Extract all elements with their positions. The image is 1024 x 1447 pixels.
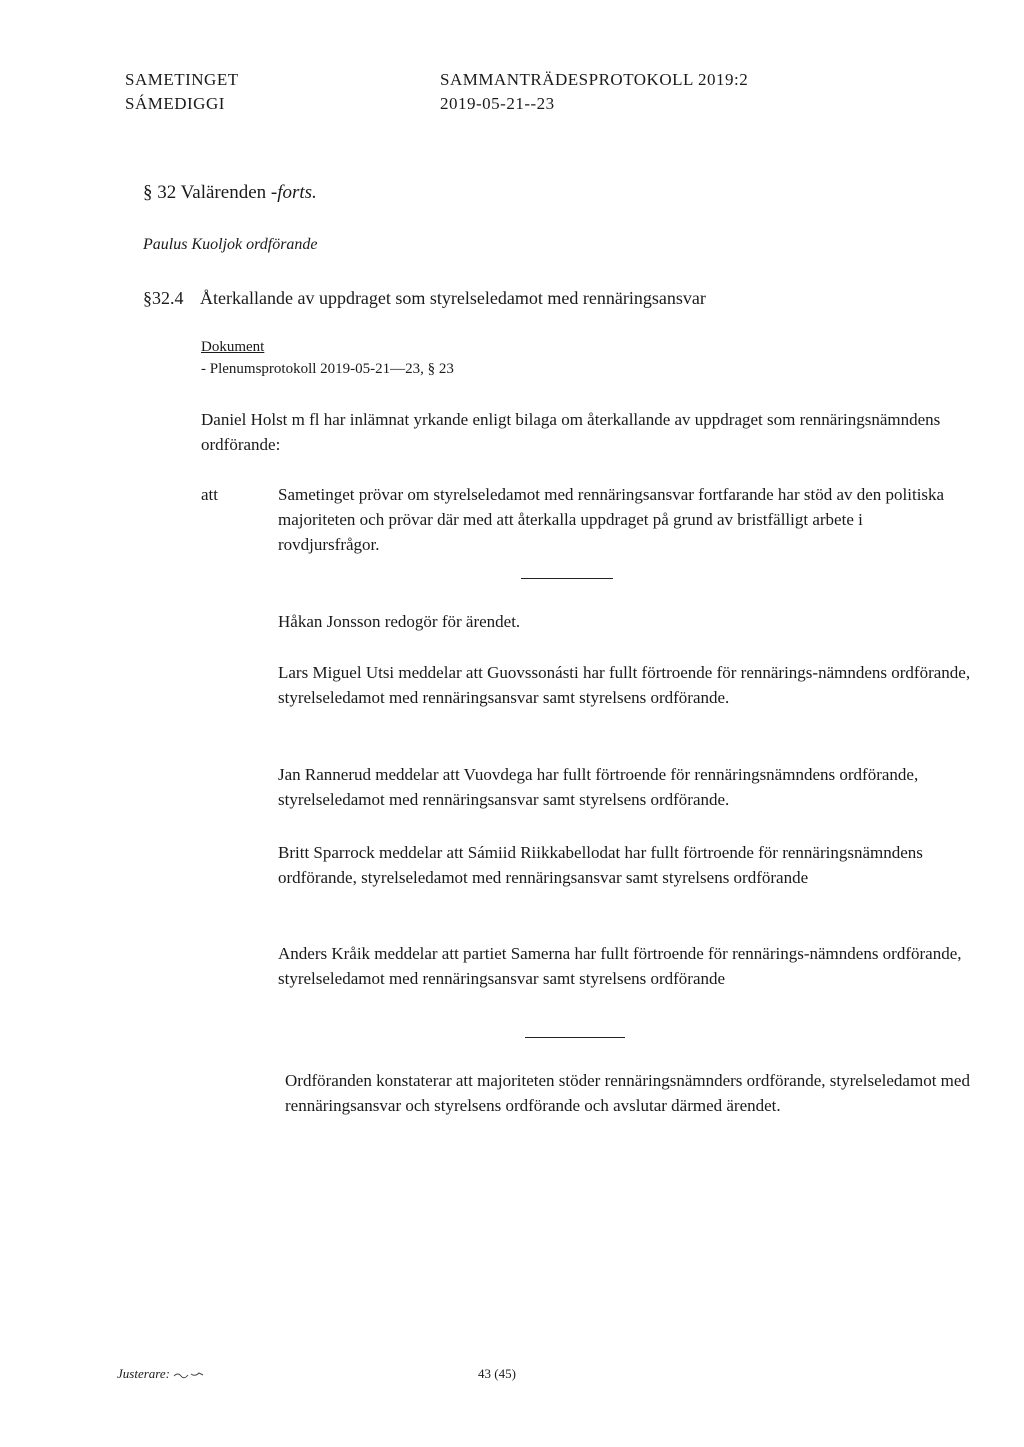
page-number: 43 (45) [478,1366,516,1381]
section-number: 32 [157,182,177,203]
statement-rannerud: Jan Rannerud meddelar att Vuovdega har fullt förtroende för rennäringsnämndens ordförande, styrelseledamot med rennäringsansvar samt styrelsens ordförande. [278,765,919,809]
report-paragraph: Håkan Jonsson redogör för ärendet. [278,612,521,631]
conclusion-paragraph: Ordföranden konstaterar att majoriteten stöder rennäringsnämnders ordförande, styrelseledamot med rennäringsansvar och styrelsens ordförande och avslutar därmed ärendet. [285,1071,970,1115]
subsection-title: Återkallande av uppdraget som styrelseledamot med rennäringsansvar [200,288,706,308]
section-title: Valärenden - [180,182,278,203]
separator-rule [525,1037,625,1038]
motion-label: att [201,485,218,504]
justerare-label [117,1366,205,1382]
chair-line: Paulus Kuoljok ordförande [143,236,318,253]
subsection-number: 32.4 [152,288,184,308]
statement-sparrock: Britt Sparrock meddelar att Sámiid Riikkabellodat har fullt förtroende för rennäringsnämndens ordförande, styrelseledamot med rennäringsansvar samt styrelsens ordförande [278,843,923,887]
document-dates: 2019-05-21--23 [440,94,555,113]
separator-rule [521,578,613,579]
motion-text: Sametinget prövar om styrelseledamot med rennäringsansvar fortfarande har stöd av den politiska majoriteten och prövar där med att återkalla uppdraget på grund av bristfälligt arbete i rovdjursfrågor. [278,485,945,554]
document-title: SAMMANTRÄDESPROTOKOLL 2019:2 [440,70,749,89]
statement-kraik: Anders Kråik meddelar att partiet Samerna har fullt förtroende för rennärings-nämndens ordförande, styrelseledamot med rennäringsansvar samt styrelsens ordförande [278,944,962,988]
section-symbol: § [143,182,153,203]
statement-utsi: Lars Miguel Utsi meddelar att Guovssonásti har fullt förtroende för rennärings-nämndens ordförande, styrelseledamot med rennäringsansvar samt styrelsens ordförande. [278,663,971,707]
organization-name-sami: SÁMEDIGGI [125,94,225,113]
signature-scribble [173,1369,205,1381]
section-suffix: forts. [277,182,317,203]
subsection-symbol: § [143,288,152,308]
section-heading [143,182,317,204]
justerare-text: Justerare: [117,1366,170,1381]
subsection-heading [143,288,184,309]
document-item: - Plenumsprotokoll 2019-05-21—23, § 23 [201,361,454,377]
motion-intro: Daniel Holst m fl har inlämnat yrkande enligt bilaga om återkallande av uppdraget som rennäringsnämndens ordförande: [201,410,941,454]
document-heading: Dokument [201,339,265,355]
organization-name: SAMETINGET [125,70,239,89]
